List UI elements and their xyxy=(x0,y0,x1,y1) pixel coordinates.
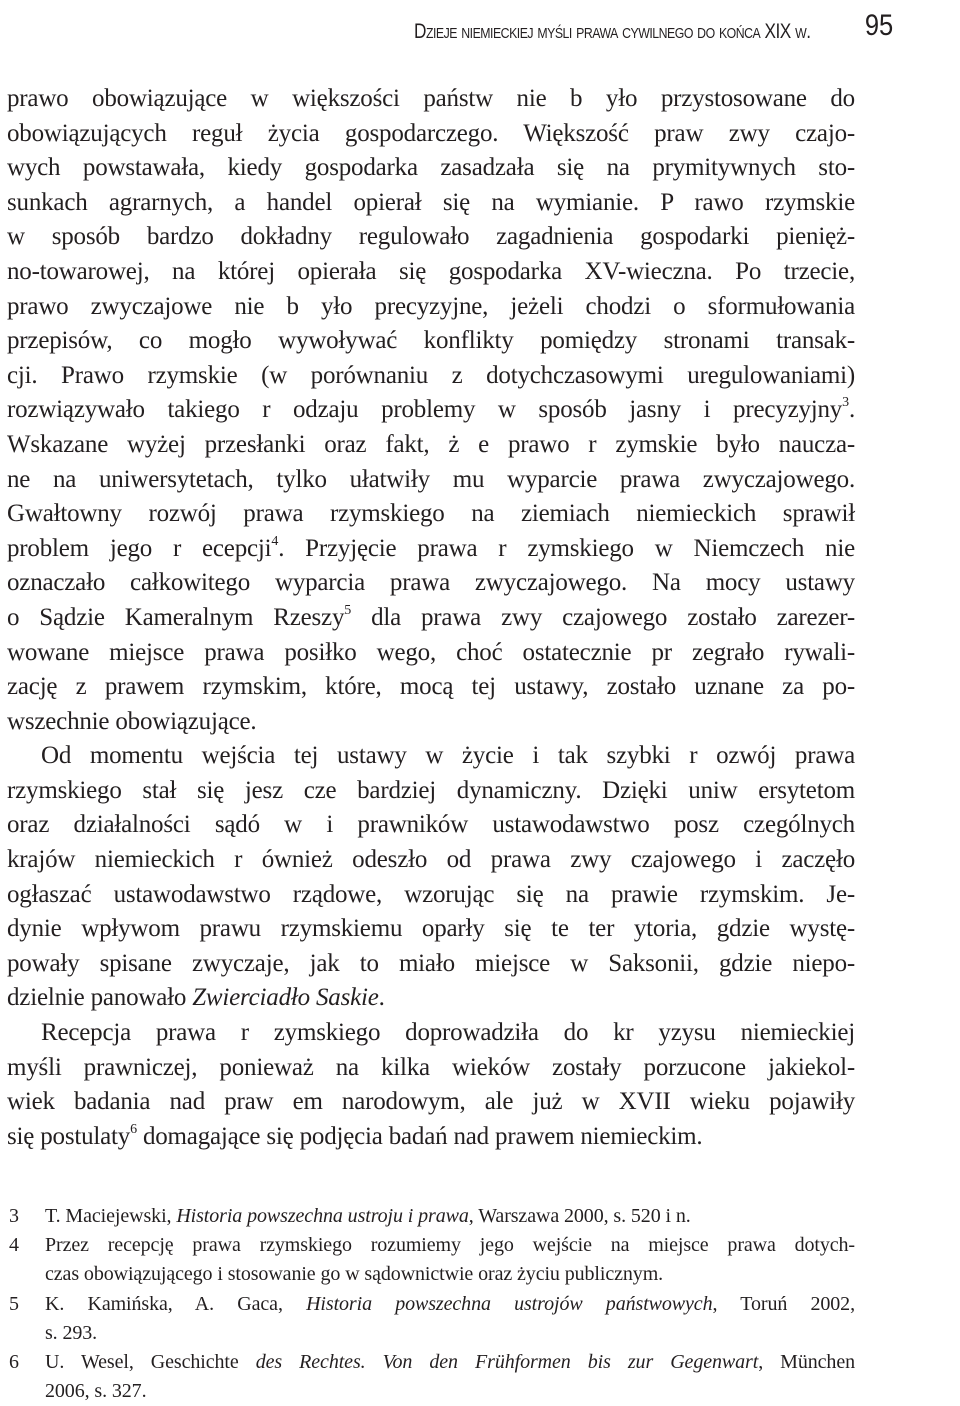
footnote-number: 4 xyxy=(9,1234,19,1257)
text-line: dynie wpływom prawu rzymskiemu oparły się te ter ytoria, gdzie wystę- xyxy=(7,915,855,943)
text-run: K. Kamińska, A. Gaca, xyxy=(45,1292,307,1315)
text-line: wych powstawała, kiedy gospodarka zasadzała się na prymitywnych sto- xyxy=(7,154,855,182)
footnote-number: 3 xyxy=(9,1205,19,1227)
footnote xyxy=(7,1290,855,1348)
footnote-line: Przez recepcję prawa rzymskiego rozumiemy jego wejście na miejsce prawa dotych- xyxy=(45,1234,855,1257)
footnote-line: czas obowiązującego i stosowanie go w sądownictwie oraz życiu publicznym. xyxy=(45,1263,664,1286)
footnote-text xyxy=(45,1202,855,1231)
footnote xyxy=(7,1202,855,1231)
text-line: myśli prawniczej, ponieważ na kilka wieków zostały porzucone jakiekol- xyxy=(7,1053,855,1081)
text-run: T. Maciejewski, xyxy=(45,1205,177,1227)
text-line: Gwałtowny rozwój prawa rzymskiego na ziemiach niemieckich sprawił xyxy=(7,500,855,528)
text-run: , München xyxy=(758,1351,855,1374)
text-line: obowiązujących reguł życia gospodarczego. Większość praw zwy czajo- xyxy=(7,119,855,147)
text-line: przepisów, co mogło wywoływać konflikty pomiędzy stronami transak- xyxy=(7,327,855,355)
text-line: prawo obowiązujące w większości państw nie b yło przystosowane do xyxy=(7,85,855,112)
footnote-ref[interactable]: 4 xyxy=(271,533,279,549)
text-line: prawo zwyczajowe nie b yło precyzyjne, jeżeli chodzi o sformułowania xyxy=(7,292,855,320)
text-line xyxy=(7,601,855,636)
text-run: U. Wesel, Geschichte xyxy=(45,1351,256,1374)
text-line: wowane miejsce prawa posiłko wego, choć ostatecznie pr zegrało rywali- xyxy=(7,638,855,666)
text-run: dzielnie panowało xyxy=(7,984,193,1012)
text-line: zację z prawem rzymskim, które, mocą tej ustawy, zostało uznane za po- xyxy=(7,673,855,701)
footnote-text xyxy=(45,1348,855,1406)
italic-title: Historia powszechna ustrojów państwowych xyxy=(306,1292,713,1315)
italic-title: Zwierciadło Saskie xyxy=(192,984,379,1012)
text-line: wszechnie obowiązujące. xyxy=(7,707,257,735)
paragraph xyxy=(7,1016,855,1154)
text-line xyxy=(7,981,855,1016)
footnote-ref[interactable]: 5 xyxy=(344,602,352,618)
paragraph xyxy=(7,82,855,739)
footnote-line: s. 293. xyxy=(45,1321,98,1344)
text-run: domagające się podjęcia badań nad prawem niemieckim. xyxy=(136,1122,703,1150)
footnote-line xyxy=(45,1290,855,1319)
text-run: problem jego r ecepcji xyxy=(7,534,272,562)
text-line: wiek badania nad praw em narodowym, ale już w XVII wieku pojawiły xyxy=(7,1088,855,1116)
text-line: Wskazane wyżej przesłanki oraz fakt, ż e prawo r zymskie było naucza- xyxy=(7,430,855,458)
text-line: ne na uniwersytetach, tylko ułatwiły mu wyparcie prawa zwyczajowego. xyxy=(7,465,855,493)
text-run: się postulaty xyxy=(7,1122,131,1150)
text-run: o Sądzie Kameralnym Rzeszy xyxy=(7,603,345,631)
footnote-line xyxy=(45,1202,855,1231)
text-line: oraz działalności sądó w i prawników ustawodawstwo posz czególnych xyxy=(7,811,855,839)
text-run: . xyxy=(378,984,385,1012)
text-line xyxy=(7,1120,855,1155)
text-line xyxy=(7,532,855,567)
footnote-number: 6 xyxy=(9,1351,19,1374)
text-line: powały spisane zwyczaje, jak to miało miejsce w Saksonii, gdzie niepo- xyxy=(7,949,855,977)
footnotes xyxy=(7,1202,855,1406)
text-line: oznaczało całkowitego wyparcia prawa zwyczajowego. Na mocy ustawy xyxy=(7,569,855,597)
body-text xyxy=(7,82,855,1154)
footnote-ref[interactable]: 3 xyxy=(842,395,849,411)
text-line: Recepcja prawa r zymskiego doprowadziła do kr yzysu niemieckiej xyxy=(41,1019,855,1047)
text-line: ogłaszać ustawodawstwo rządowe, wzorując się na prawie rzymskim. Je- xyxy=(7,880,855,908)
text-line xyxy=(7,393,855,428)
footnote-text xyxy=(45,1231,855,1289)
running-title: Dzieje niemieckiej myśli prawa cywilnego do końca XIX w. xyxy=(414,20,811,43)
text-line: w sposób bardzo dokładny regulowało zagadnienia gospodarki pienięż- xyxy=(7,223,855,251)
footnote-line xyxy=(45,1348,855,1377)
text-run: . xyxy=(848,396,855,424)
footnote xyxy=(7,1348,855,1406)
italic-title: des Rechtes. Von den Frühformen bis zur Gegenwart xyxy=(255,1351,759,1374)
text-run: , Toruń 2002, xyxy=(712,1292,855,1315)
footnote-number: 5 xyxy=(9,1292,19,1315)
italic-title: Historia powszechna ustroju i prawa xyxy=(176,1205,469,1227)
footnote-ref[interactable]: 6 xyxy=(130,1121,137,1137)
paragraph xyxy=(7,739,855,1016)
text-line: rzymskiego stał się jesz cze bardziej dynamiczny. Dzięki uniw ersytetom xyxy=(7,776,855,804)
page-number: 95 xyxy=(864,9,894,42)
footnote-text xyxy=(45,1290,855,1348)
text-line: Od momentu wejścia tej ustawy w życie i tak szybki r ozwój prawa xyxy=(41,742,855,770)
text-line: cji. Prawo rzymskie (w porównaniu z dotychczasowymi uregulowaniami) xyxy=(7,361,855,389)
text-run: dla prawa zwy czajowego zostało zarezer- xyxy=(351,603,855,631)
text-line: sunkach agrarnych, a handel opierał się na wymianie. P rawo rzymskie xyxy=(7,188,855,216)
text-line: krajów niemieckich r ównież odeszło od prawa zwy czajowego i zaczęło xyxy=(7,846,855,874)
text-run: , Warszawa 2000, s. 520 i n. xyxy=(468,1205,691,1227)
text-run: . Przyjęcie prawa r zymskiego w Niemczech nie xyxy=(278,534,855,562)
text-line: no-towarowej, na której opierała się gospodarka XV-wieczna. Po trzecie, xyxy=(7,257,855,285)
footnote-line: 2006, s. 327. xyxy=(45,1380,147,1403)
text-run: rozwiązywało takiego r odzaju problemy w sposób jasny i precyzyjny xyxy=(7,396,843,424)
footnote xyxy=(7,1231,855,1289)
